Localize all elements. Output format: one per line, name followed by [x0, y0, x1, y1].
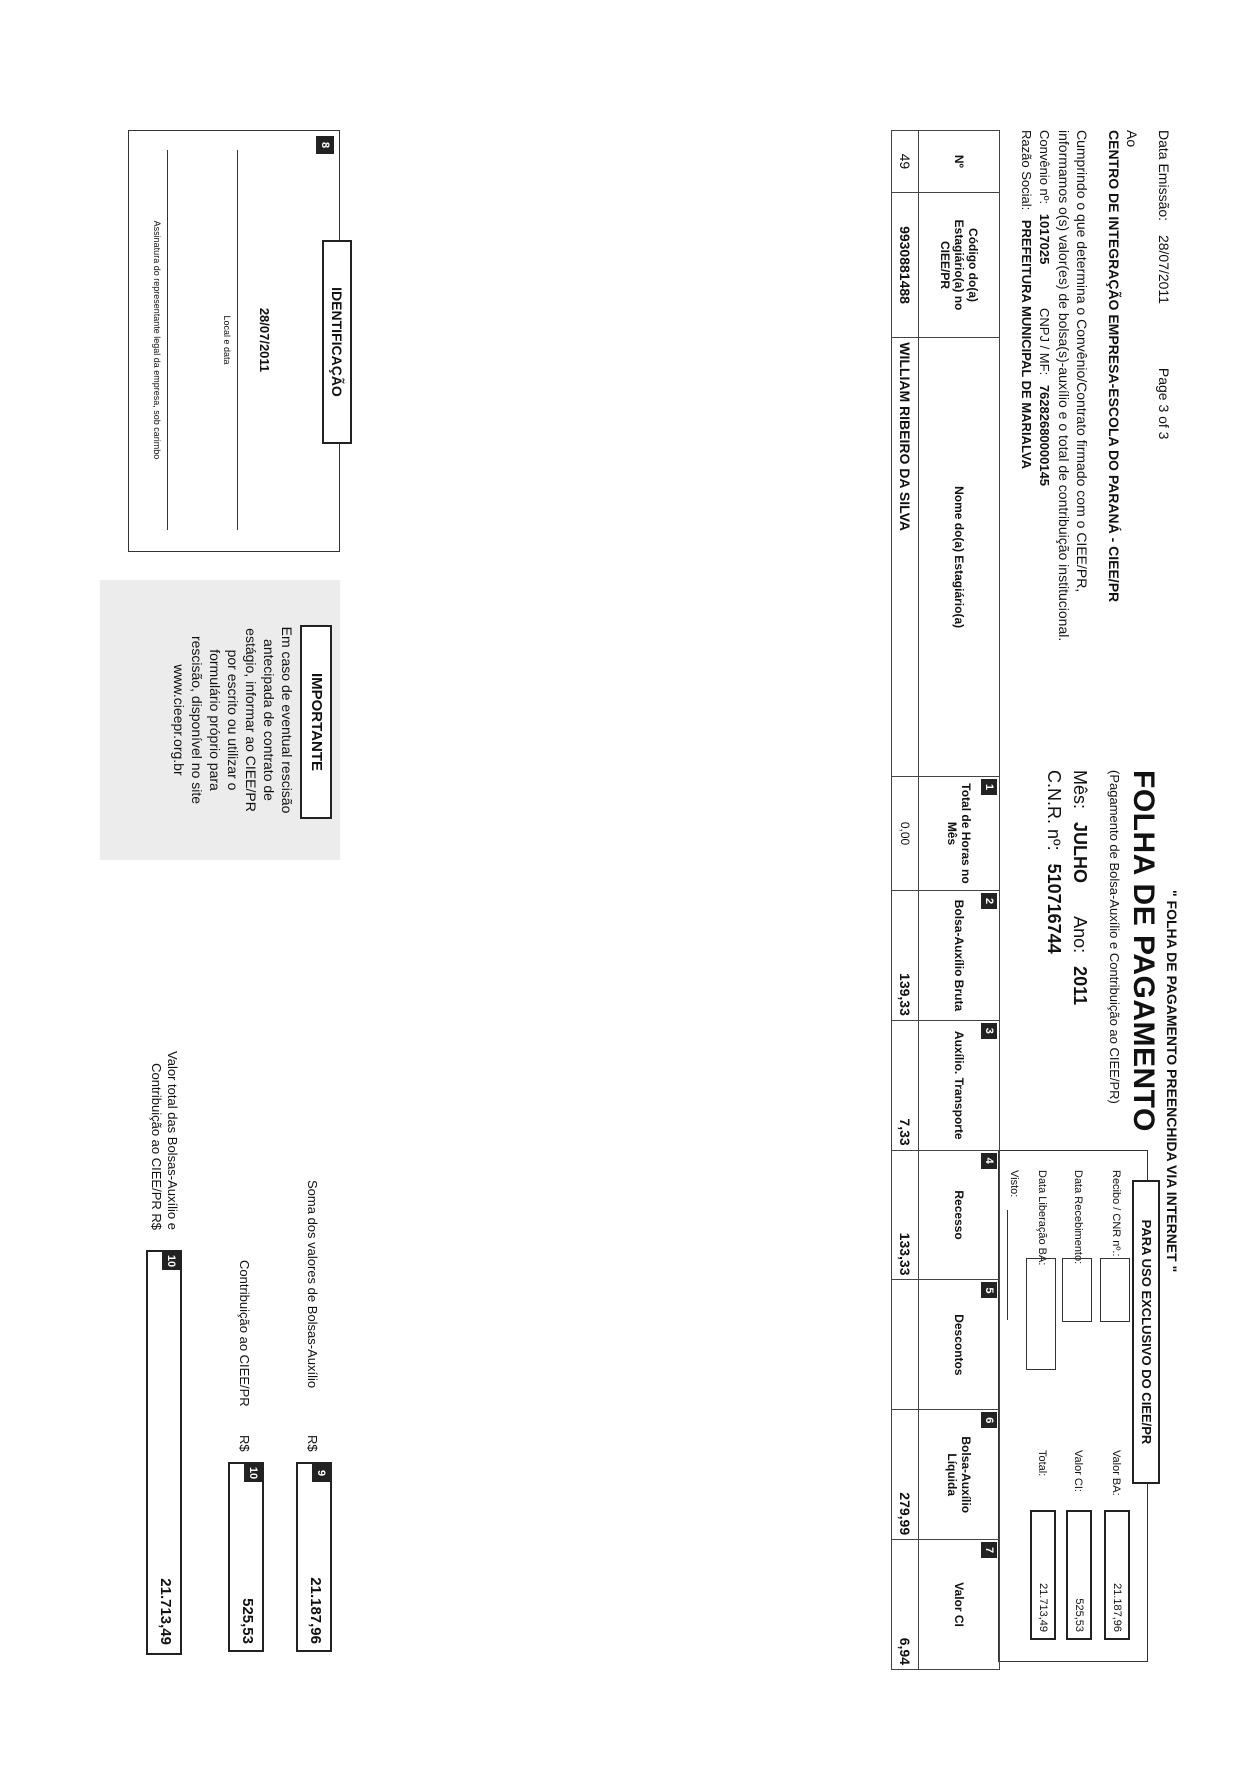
data-liberacao-label: Data Liberação BA: — [1036, 1170, 1048, 1266]
data-liberacao-box — [1026, 1258, 1056, 1370]
col-header-recesso: 4 Recesso — [919, 1150, 1000, 1280]
contrib-currency: R$ — [237, 1435, 252, 1452]
cell-transporte: 7,33 — [892, 1020, 919, 1150]
signature-label: Assinatura do representante legal da empresa, sob carimbo — [152, 220, 162, 460]
razao-social: PREFEITURA MUNICIPAL DE MARIALVA — [1019, 219, 1034, 470]
page-subtitle: (Pagamento de Bolsa-Auxílio e Contribuição ao CIEE/PR) — [1107, 770, 1122, 1104]
soma-value: 21.187,96 — [307, 1577, 324, 1644]
convenio-line: Convênio nº: 1017025 CNPJ / MF: 76282680000145 — [1037, 130, 1052, 487]
cell-codigo: 9930881488 — [892, 192, 919, 338]
data-recebimento-box — [1062, 1258, 1092, 1322]
identificacao-badge: 8 — [316, 136, 334, 154]
payment-table — [891, 130, 1000, 1670]
razao-line: Razão Social: PREFEITURA MUNICIPAL DE MARIALVA — [1019, 130, 1034, 470]
page-number: Page 3 of 3 — [1156, 367, 1172, 440]
visto-label: Visto: — [1008, 1170, 1020, 1198]
cell-valor-ci: 6,94 — [892, 1540, 919, 1670]
intro-line-2: informamos o(s) valor(es) de bolsa(s)-auxílio e o total de contribuição institucional. — [1056, 130, 1072, 642]
col-header-valor-ci: 7 Valor CI — [919, 1540, 1000, 1670]
emission-date: 28/07/2011 — [1156, 234, 1172, 304]
contrib-label: Contribuição ao CIEE/PR — [237, 1260, 252, 1407]
intro-line-1: Cumprindo o que determina o Convênio/Contrato firmado com o CIEE/PR, — [1074, 130, 1090, 593]
cnpj-number: 76282680000145 — [1037, 384, 1052, 487]
col-header-descontos: 5 Descontos — [919, 1280, 1000, 1410]
page-title: FOLHA DE PAGAMENTO — [1127, 770, 1160, 1132]
col-header-transporte: 3 Auxílio. Transporte — [919, 1020, 1000, 1150]
soma-label: Soma dos valores de Bolsas-Auxílio — [305, 1180, 320, 1389]
recibo-box — [1100, 1258, 1130, 1322]
convenio-number: 1017025 — [1037, 213, 1052, 265]
cell-n: 49 — [892, 131, 919, 193]
grand-total-value: 21.713,49 — [157, 1578, 174, 1645]
local-data-label: Local e data — [222, 315, 232, 365]
local-data-line — [237, 150, 238, 530]
cnr-line: C.N.R. nº: 510716744 — [1044, 770, 1064, 954]
cell-bruta: 139,33 — [892, 891, 919, 1021]
addressee-to: Ao — [1124, 130, 1140, 148]
exclusive-title: PARA USO EXCLUSIVO DO CIEE/PR — [1132, 1180, 1160, 1484]
col-header-nome: Nome do(a) Estagiário(a) — [919, 338, 1000, 777]
emission-line — [1156, 130, 1172, 439]
data-recebimento-label: Data Recebimento: — [1072, 1170, 1084, 1265]
cell-nome: WILLIAM RIBEIRO DA SILVA — [892, 338, 919, 777]
year-value: 2011 — [1070, 966, 1090, 1006]
cell-recesso: 133,33 — [892, 1150, 919, 1280]
addressee-name: CENTRO DE INTEGRAÇÃO EMPRESA-ESCOLA DO PARANÁ - CIEE/PR — [1106, 130, 1122, 603]
month-value: JULHO — [1070, 822, 1090, 884]
col-header-liquida: 6 Bolsa-Auxílio Líquida — [919, 1410, 1000, 1540]
valor-ci-value: 525,53 — [1066, 1510, 1092, 1640]
identificacao-date: 28/07/2011 — [257, 307, 272, 373]
valor-ci-label: Valor CI: — [1072, 1450, 1084, 1492]
cell-descontos — [892, 1280, 919, 1410]
valor-ba-value: 21.187,96 — [1104, 1510, 1130, 1640]
table-row — [892, 131, 919, 1670]
period-line: Mês: JULHO Ano: 2011 — [1070, 770, 1090, 1006]
col-header-bruta: 2 Bolsa-Auxílio Bruta — [919, 891, 1000, 1021]
table-header-row — [919, 131, 1000, 1670]
signature-line — [167, 150, 168, 530]
internet-banner: " FOLHA DE PAGAMENTO PREENCHIDA VIA INTERNET " — [1164, 890, 1180, 1273]
total-label-block: Valor total das Bolsas-Auxílio e Contribuição ao CIEE/PR R$ — [149, 1051, 180, 1230]
identificacao-title: IDENTIFICAÇÃO — [322, 240, 352, 444]
contrib-badge: 10 — [244, 1464, 262, 1482]
col-header-horas: 1 Total de Horas no Mês — [919, 776, 1000, 890]
visto-line — [1007, 1210, 1008, 1320]
grand-total-badge: 10 — [162, 1252, 180, 1270]
contrib-value: 525,53 — [239, 1598, 256, 1644]
emission-label: Data Emissão: — [1156, 130, 1172, 222]
valor-ba-label: Valor BA: — [1110, 1450, 1122, 1496]
cell-horas: 0,00 — [892, 776, 919, 890]
importante-text: Em caso de eventual rescisão antecipada de contrato de estágio, informar ao CIEE/PR por escrito ou utilizar o formulário próprio para rescisão, disponível no site www.cieepr.org.br — [171, 626, 295, 814]
importante-title: IMPORTANTE — [300, 625, 332, 819]
total-label: Total: — [1036, 1450, 1048, 1477]
col-header-codigo: Código do(a) Estagiário(a) no CIEE/PR — [919, 192, 1000, 338]
cell-liquida: 279,99 — [892, 1410, 919, 1540]
soma-badge: 9 — [312, 1464, 330, 1482]
recibo-label: Recibo / CNR nº.: — [1110, 1170, 1122, 1257]
col-header-n: Nº — [919, 131, 1000, 193]
total-value: 21.713,49 — [1030, 1510, 1056, 1640]
soma-currency: R$ — [305, 1435, 320, 1452]
cnr-number: 510716744 — [1044, 863, 1064, 954]
